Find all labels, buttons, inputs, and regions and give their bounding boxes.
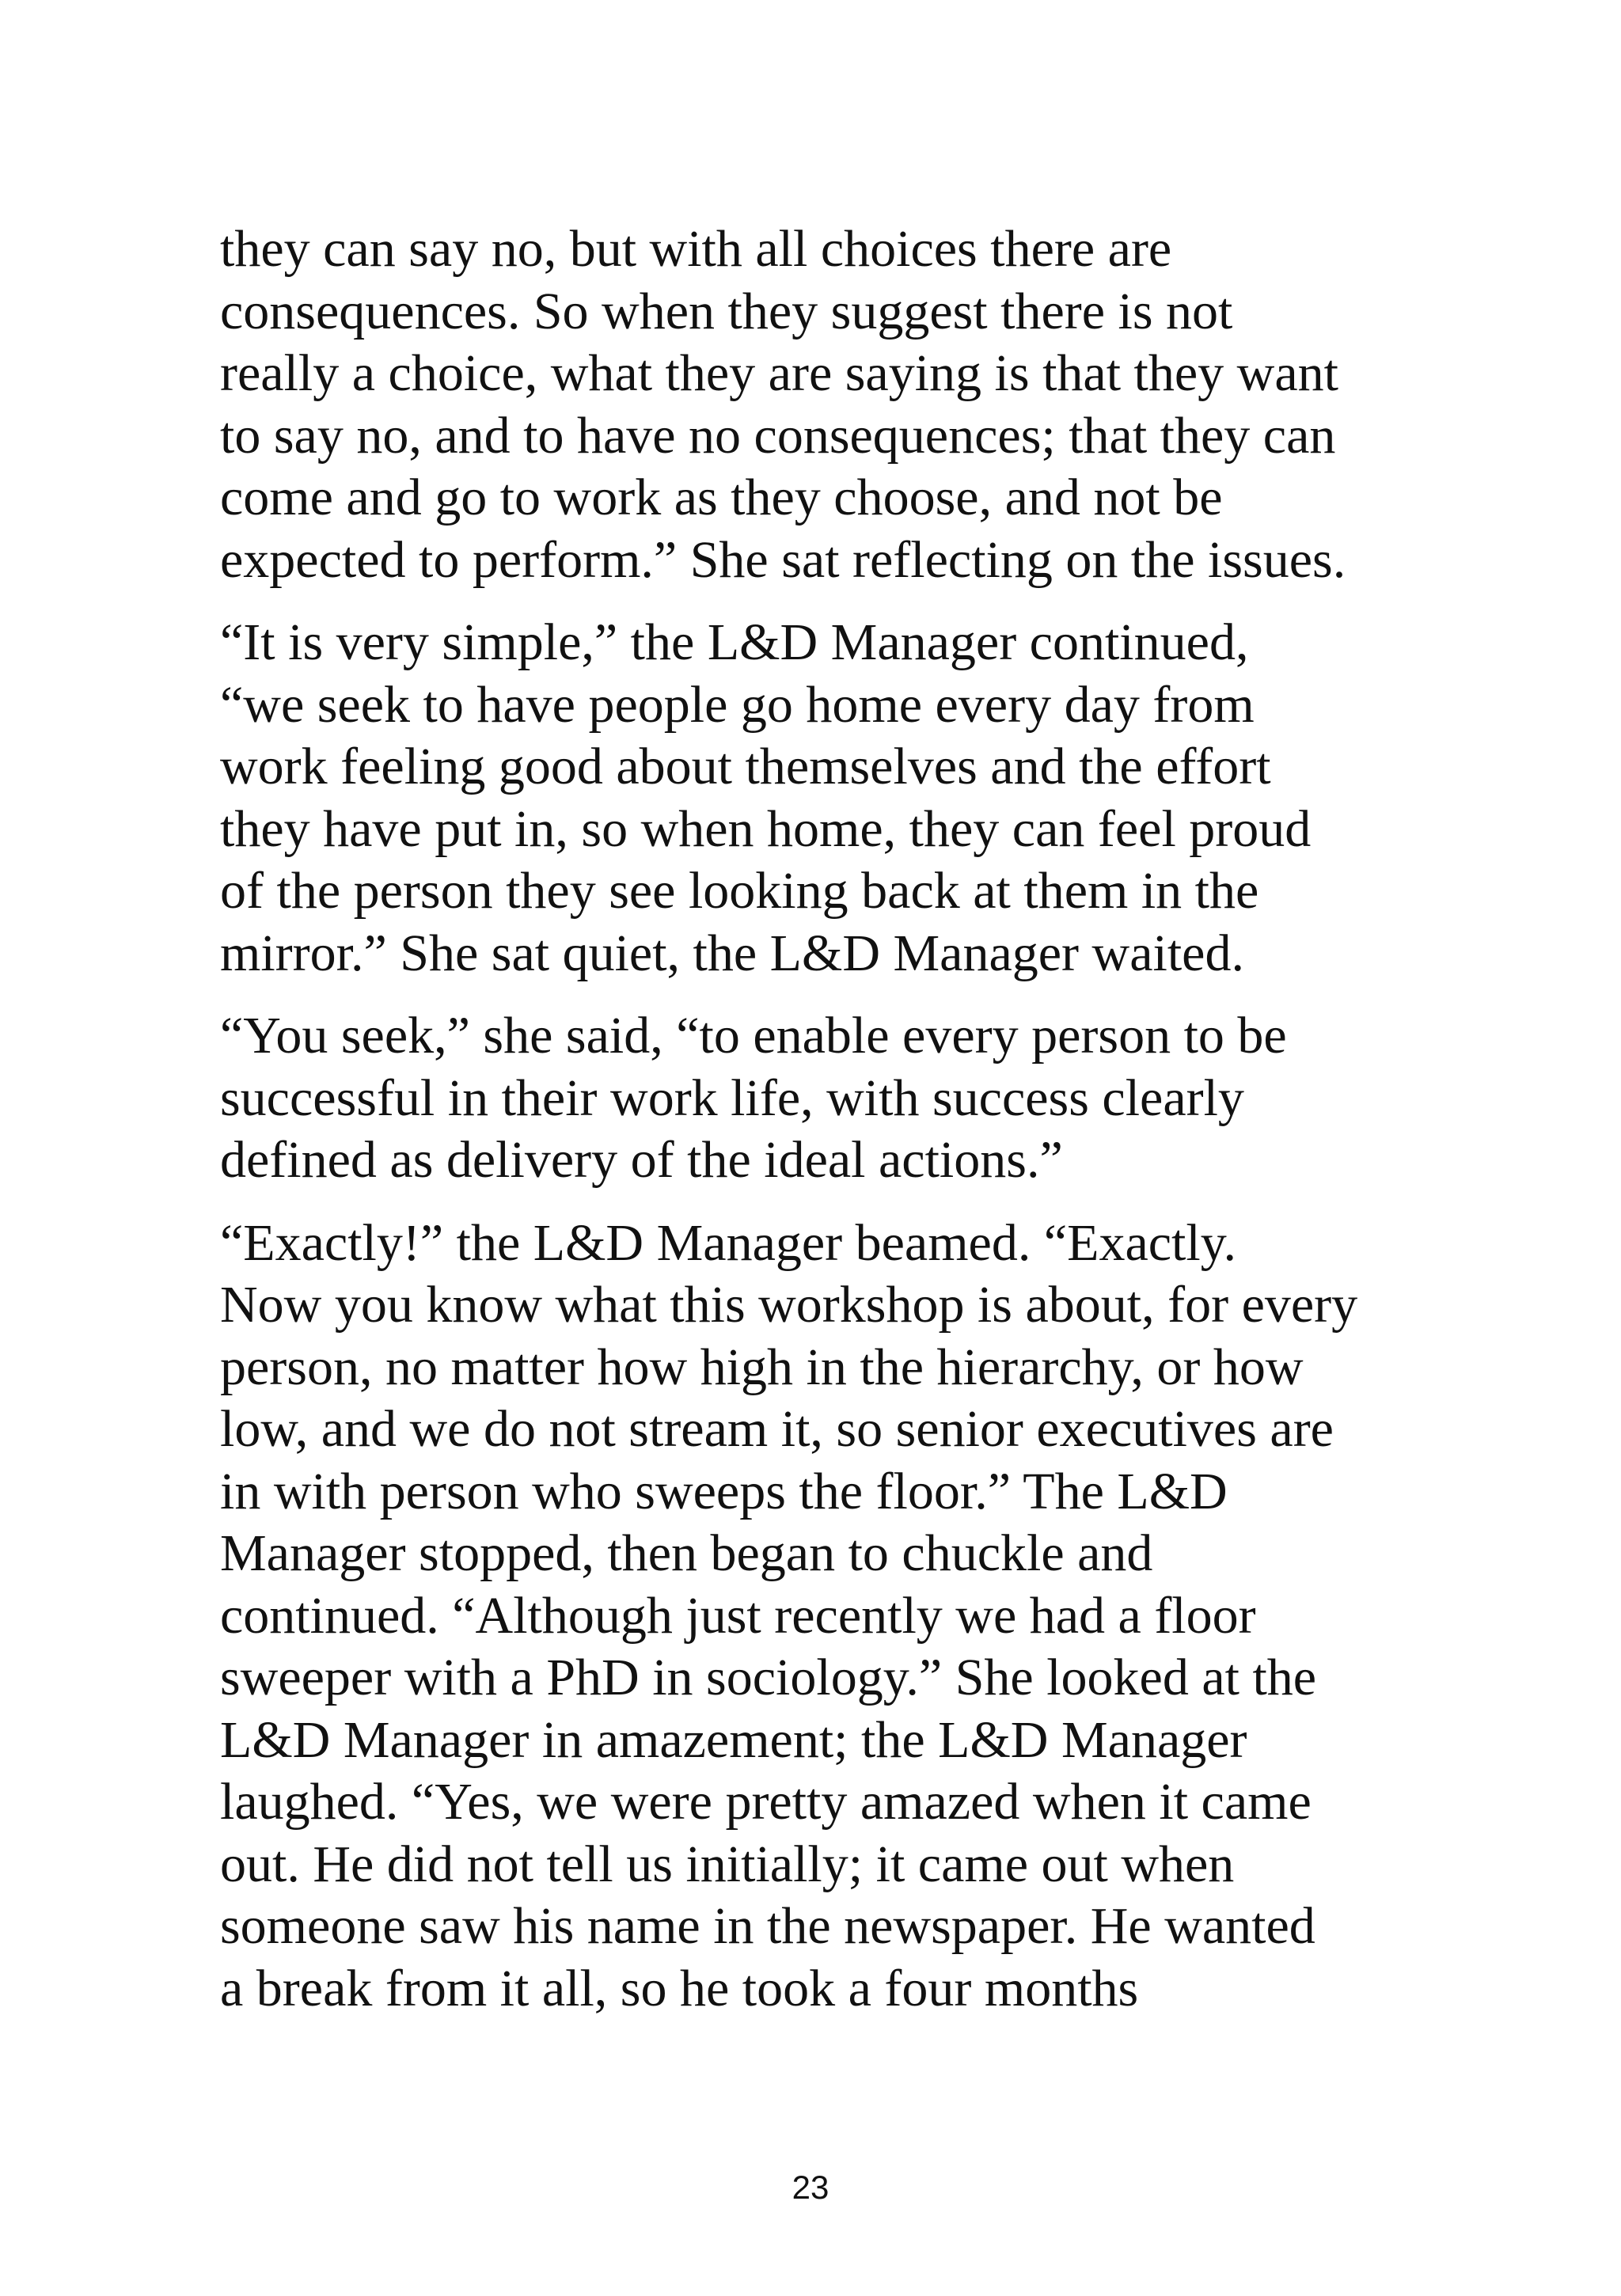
body-text bbox=[220, 218, 1423, 2020]
paragraph-3: “You seek,” she said, “to enable every person to be successful in their work life, with success clearly defined as delivery of the ideal actions.” bbox=[220, 1007, 1287, 1189]
paragraph-1: they can say no, but with all choices there are consequences. So when they suggest there is not really a choice, what they are saying is that they want to say no, and to have no consequences; that they can come and go to work as they choose, and not be expected to perform.” She sat reflecting on the issues. bbox=[220, 220, 1346, 589]
paragraph-2: “It is very simple,” the L&D Manager continued, “we seek to have people go home every day from work feeling good about themselves and the effort they have put in, so when home, they can feel proud of the person they see looking back at them in the mirror.” She sat quiet, the L&D Manager waited. bbox=[220, 613, 1312, 982]
page-number: 23 bbox=[792, 2169, 829, 2206]
paragraph-4: “Exactly!” the L&D Manager beamed. “Exactly. Now you know what this workshop is about, for every person, no matter how high in the hierarchy, or how low, and we do not stream it, so senior executives are in with person who sweeps the floor.” The L&D Manager stopped, then began to chuckle and continued. “Although just recently we had a floor sweeper with a PhD in sociology.” She looked at the L&D Manager in amazement; the L&D Manager laughed. “Yes, we were pretty amazed when it came out. He did not tell us initially; it came out when someone saw his name in the newspaper. He wanted a break from it all, so he took a four months bbox=[220, 1213, 1358, 2017]
